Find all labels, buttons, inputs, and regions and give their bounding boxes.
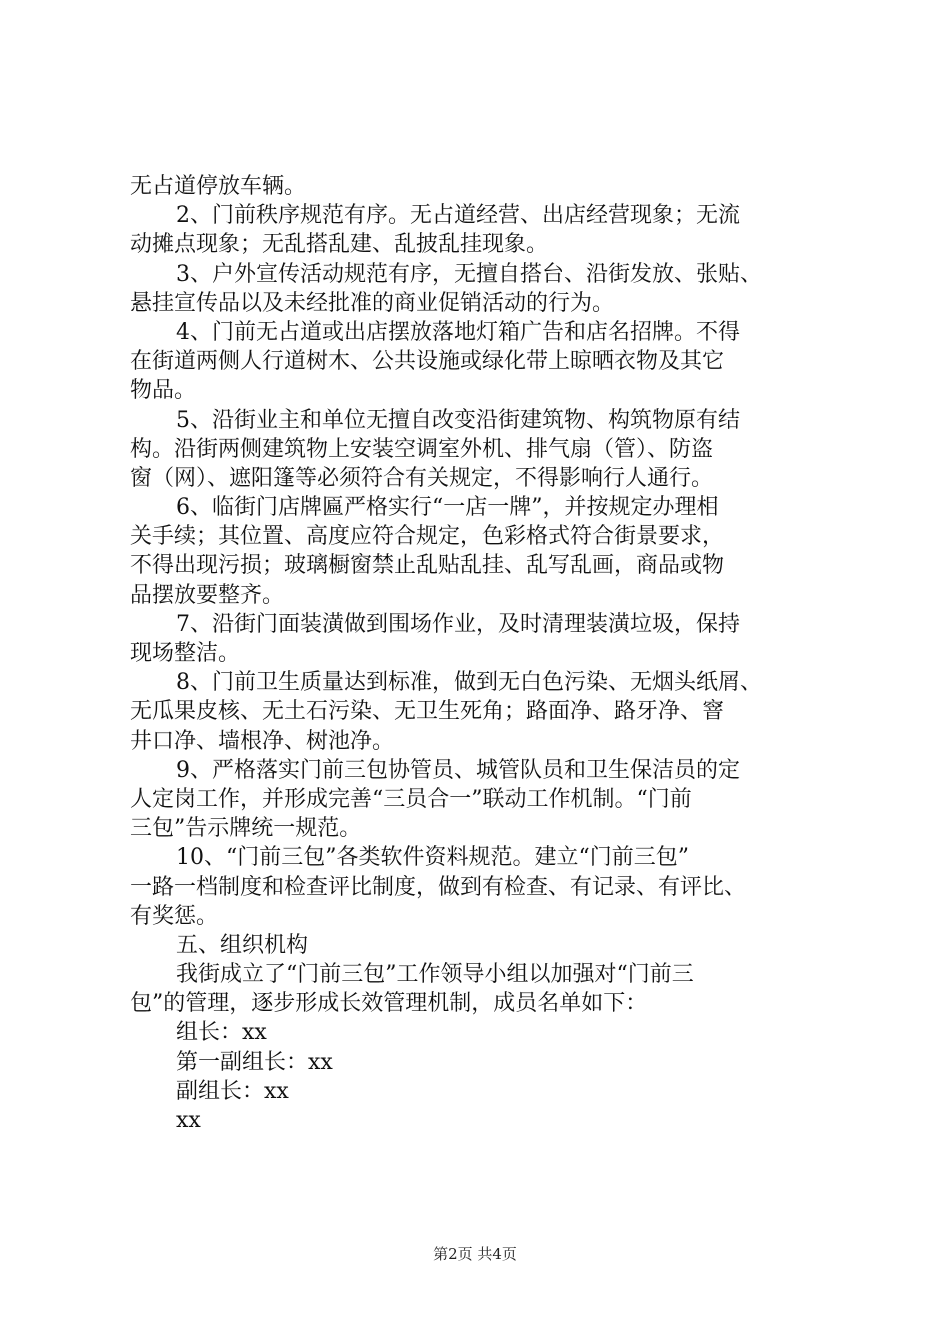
text-line: 不得出现污损；玻璃橱窗禁止乱贴乱挂、乱写乱画，商品或物 [130,553,725,579]
text-line: 品摆放要整齐。 [130,582,285,608]
text-line: 6、临街门店牌匾严格实行“一店一牌”，并按规定办理相 [176,495,719,521]
member-line: 副组长：xx [176,1078,289,1104]
text-line: 包”的管理，逐步形成长效管理机制，成员名单如下： [130,991,648,1017]
text-line: 无占道停放车辆。 [130,174,307,199]
text-line: 无瓜果皮核、无土石污染、无卫生死角；路面净、路牙净、窨 [130,699,725,725]
document-body [130,172,830,1135]
page-number-footer: 第2页 共4页 [433,1245,517,1263]
member-line: xx [176,1108,201,1133]
text-line: 现场整洁。 [130,641,241,666]
text-line: 5、沿街业主和单位无擅自改变沿街建筑物、构筑物原有结 [176,407,740,433]
text-line: 7、沿街门面装潢做到围场作业，及时清理装潢垃圾，保持 [176,611,740,637]
text-line: 一路一档制度和检查评比制度，做到有检查、有记录、有评比、 [130,874,747,900]
text-line: 三包”告示牌统一规范。 [130,816,362,842]
member-line: 第一副组长：xx [176,1049,333,1075]
text-line: 人定岗工作，并形成完善“三员合一”联动工作机制。“门前 [130,786,692,812]
text-line: 在街道两侧人行道树木、公共设施或绿化带上晾晒衣物及其它 [130,349,725,375]
text-line: 构。沿街两侧建筑物上安装空调室外机、排气扇（管）、防盗 [130,436,714,462]
member-line: 组长：xx [176,1020,267,1046]
text-line: 物品。 [130,378,197,404]
text-line: 窗（网）、遮阳篷等必须符合有关规定，不得影响行人通行。 [130,465,714,491]
text-line: 关手续；其位置、高度应符合规定，色彩格式符合街景要求， [130,524,725,550]
text-line: 8、门前卫生质量达到标准，做到无白色污染、无烟头纸屑、 [176,670,762,696]
text-line: 2、门前秩序规范有序。无占道经营、出店经营现象；无流 [176,203,740,229]
section-heading: 五、组织机构 [176,932,309,958]
text-line: 有奖惩。 [130,903,219,929]
text-line: 动摊点现象；无乱搭乱建、乱披乱挂现象。 [130,232,549,258]
text-line: 4、门前无占道或出店摆放落地灯箱广告和店名招牌。不得 [176,319,740,345]
text-line: 悬挂宣传品以及未经批准的商业促销活动的行为。 [130,290,615,316]
text-line: 井口净、墙根净、树池净。 [130,728,395,754]
text-line: 10、“门前三包”各类软件资料规范。建立“门前三包” [176,845,689,871]
text-line: 3、户外宣传活动规范有序，无擅自搭台、沿街发放、张贴、 [176,261,762,287]
text-line: 9、严格落实门前三包协管员、城管队员和卫生保洁员的定 [176,757,740,783]
text-line: 我街成立了“门前三包”工作领导小组以加强对“门前三 [176,962,694,988]
